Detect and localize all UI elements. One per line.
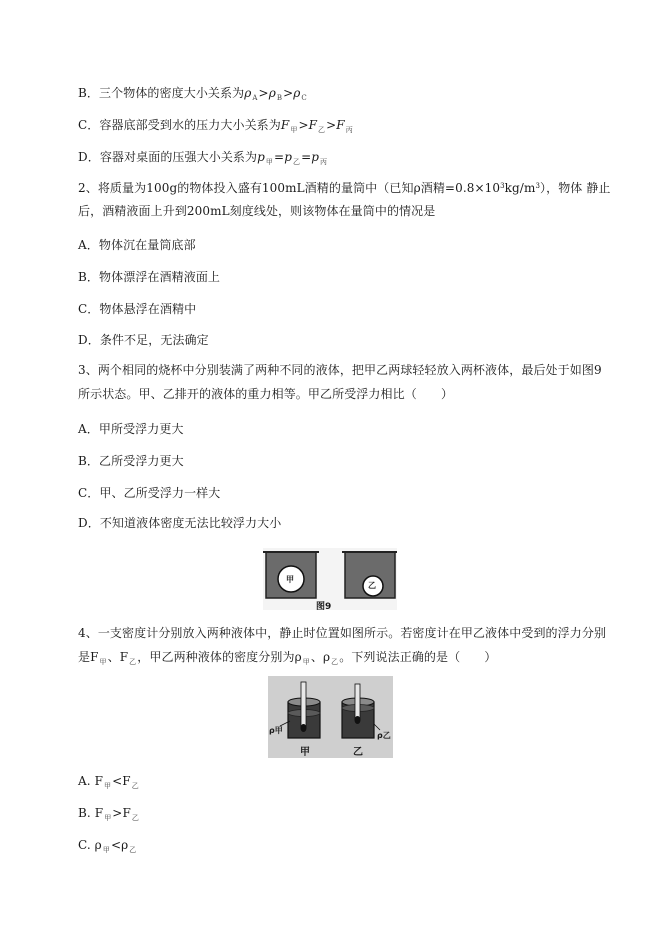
subscript: 甲 — [290, 126, 298, 134]
q4-text: 是F — [78, 650, 99, 664]
pressure-symbol: p — [311, 150, 320, 164]
cylinder-jia-caption: 甲 — [300, 747, 310, 758]
q1-option-c — [78, 116, 621, 136]
subscript: 乙 — [129, 846, 137, 854]
ball-yi-label: 乙 — [368, 581, 376, 590]
q4-option-text: A. F — [78, 774, 104, 788]
subscript: 甲 — [104, 814, 112, 822]
q3-option-d: D．不知道液体密度无法比较浮力大小 — [78, 516, 282, 530]
subscript: 丙 — [320, 158, 328, 166]
q2-stem-line2: 后，酒精液面上升到200mL刻度线处，则该物体在量筒中的情况是 — [78, 204, 436, 218]
subscript: 乙 — [131, 782, 139, 790]
rho-symbol: ρ — [244, 86, 252, 100]
q2-option-b: B．物体漂浮在酒精液面上 — [78, 270, 221, 284]
force-symbol: F — [336, 118, 345, 132]
q3-stem-line2: 所示状态。甲、乙排开的液体的重力相等。甲乙所受浮力相比（ ） — [78, 387, 454, 401]
q4-option-c — [78, 836, 621, 856]
rho-jia-label: ρ甲 — [269, 726, 283, 735]
q4-text: 、F — [107, 650, 129, 664]
q1-option-d — [78, 148, 621, 168]
q3-option-a: A．甲所受浮力更大 — [78, 422, 184, 436]
rho-symbol: ρ — [293, 86, 301, 100]
subscript: 甲 — [104, 782, 112, 790]
q1-option-d-text: D．容器对桌面的压强大小关系为 — [78, 150, 258, 164]
operator: > — [298, 118, 309, 132]
subscript: 乙 — [331, 658, 339, 666]
subscript: 甲 — [99, 658, 107, 666]
subscript: 甲 — [265, 158, 274, 166]
density-meter-figure — [268, 676, 393, 758]
q4-option-a — [78, 772, 621, 792]
operator: > — [283, 86, 294, 100]
q4-option-text: >F — [112, 806, 131, 820]
q4-option-b — [78, 804, 621, 824]
figure-9 — [263, 548, 397, 610]
q2-unit: kg/m — [504, 181, 536, 195]
cylinder-yi-caption: 乙 — [353, 747, 363, 758]
operator: = — [301, 150, 312, 164]
q1-option-b — [78, 84, 621, 104]
subscript: 甲 — [302, 658, 310, 666]
q2-option-d: D．条件不足，无法确定 — [78, 333, 209, 347]
superscript: 3 — [500, 182, 505, 190]
q2-text: ），物体 静止 — [540, 181, 611, 195]
q4-text: 。下列说法正确的是（ ） — [339, 650, 497, 664]
q4-option-text: C. ρ — [78, 838, 102, 852]
subscript: B — [276, 94, 283, 102]
ball-jia-label: 甲 — [286, 575, 294, 584]
density-meter-right — [355, 684, 360, 720]
q4-stem-line1: 4、一支密度计分别放入两种液体中，静止时位置如图所示。若密度计在甲乙液体中受到的浮力分别 — [78, 626, 607, 640]
subscript: 丙 — [345, 126, 353, 134]
subscript: C — [301, 94, 307, 102]
subscript: A — [252, 94, 258, 102]
operator: = — [274, 150, 285, 164]
rho-yi-label: ρ乙 — [377, 731, 391, 740]
pressure-symbol: p — [257, 150, 265, 164]
right-beaker — [342, 552, 397, 598]
q1-option-b-text: B．三个物体的密度大小关系为 — [78, 86, 245, 100]
q4-option-text: <ρ — [110, 838, 129, 852]
subscript: 乙 — [129, 658, 137, 666]
force-symbol: F — [280, 118, 290, 132]
q2-option-a: A．物体沉在量筒底部 — [78, 238, 196, 252]
q3-option-b: B．乙所受浮力更大 — [78, 454, 184, 468]
subscript: 乙 — [318, 126, 326, 134]
q4-text: 、ρ — [310, 650, 331, 664]
force-symbol: F — [308, 118, 318, 132]
q2-text: 2、将质量为100g的物体投入盛有100mL酒精的量筒中（已知ρ酒精=0.8×10 — [78, 181, 501, 195]
pressure-symbol: p — [284, 150, 292, 164]
q3-stem-line1: 3、两个相同的烧杯中分别装满了两种不同的液体，把甲乙两球轻轻放入两杯液体，最后处于如图9 — [78, 363, 602, 377]
subscript: 甲 — [102, 846, 110, 854]
subscript: 乙 — [131, 814, 139, 822]
operator: > — [326, 118, 337, 132]
superscript: 3 — [535, 182, 540, 190]
density-meter-drawing — [268, 676, 393, 758]
figure-9-caption: 图9 — [316, 602, 332, 612]
q4-option-text: <F — [112, 774, 131, 788]
q2-option-c: C．物体悬浮在酒精中 — [78, 302, 197, 316]
q3-option-c: C．甲、乙所受浮力一样大 — [78, 486, 221, 500]
q2-stem-line1 — [78, 179, 621, 199]
rho-symbol: ρ — [268, 86, 276, 100]
subscript: 乙 — [292, 158, 301, 166]
q4-stem-line2 — [78, 648, 621, 668]
q1-option-c-text: C．容器底部受到水的压力大小关系为 — [78, 118, 281, 132]
q4-text: ，甲乙两种液体的密度分别为ρ — [137, 650, 302, 664]
q4-option-text: B. F — [78, 806, 104, 820]
operator: > — [258, 86, 269, 100]
density-meter-left — [301, 682, 306, 728]
